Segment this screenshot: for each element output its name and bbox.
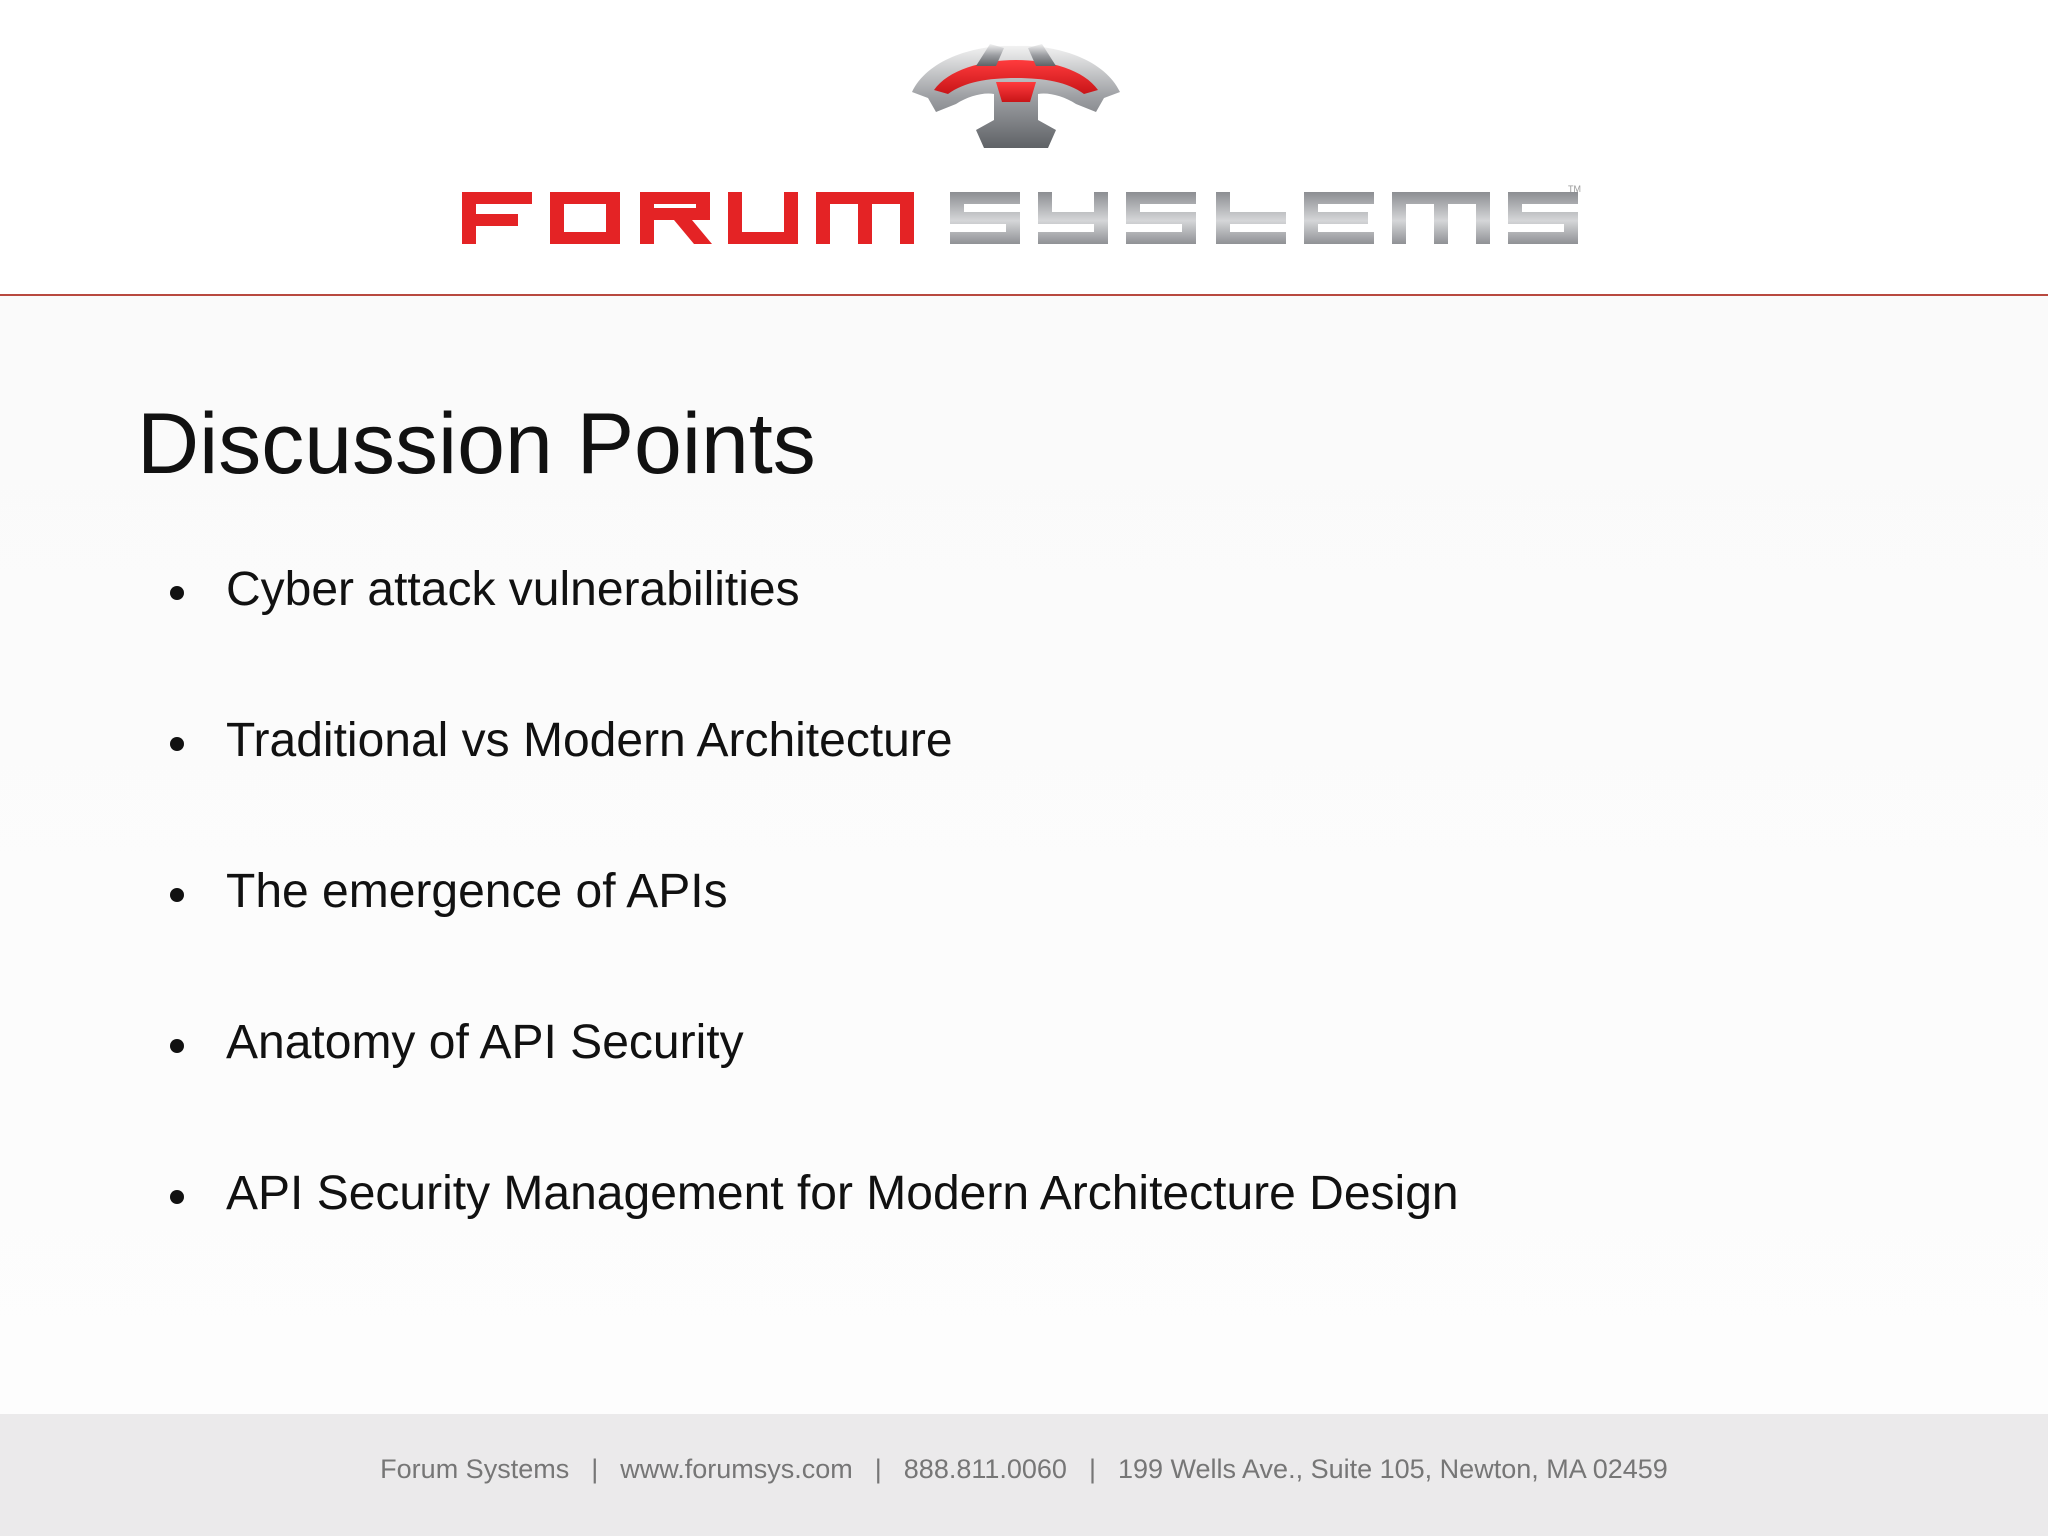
footer-company: Forum Systems bbox=[380, 1454, 570, 1484]
bullet-text: Anatomy of API Security bbox=[226, 1016, 744, 1069]
bullet-dot-icon bbox=[170, 1190, 184, 1204]
bullet-dot-icon bbox=[170, 1039, 184, 1053]
footer-address: 199 Wells Ave., Suite 105, Newton, MA 02459 bbox=[1117, 1454, 1668, 1484]
bullet-dot-icon bbox=[170, 888, 184, 902]
bullet-dot-icon bbox=[170, 586, 184, 600]
forum-systems-wordmark-logo bbox=[462, 182, 1587, 250]
bullet-text: The emergence of APIs bbox=[226, 865, 728, 918]
slide-title: Discussion Points bbox=[137, 396, 816, 492]
bullet-text: API Security Management for Modern Architecture Design bbox=[226, 1167, 1459, 1220]
footer-phone: 888.811.0060 bbox=[903, 1454, 1067, 1484]
bullet-dot-icon bbox=[170, 737, 184, 751]
footer-website-link[interactable]: www.forumsys.com bbox=[620, 1454, 853, 1484]
footer-separator: | bbox=[874, 1454, 882, 1484]
svg-text:TM: TM bbox=[1568, 184, 1581, 194]
footer-separator: | bbox=[591, 1454, 599, 1484]
forum-systems-emblem-logo bbox=[898, 38, 1134, 156]
slide-header bbox=[0, 0, 2048, 294]
footer-contact-line bbox=[0, 1454, 2048, 1485]
bullet-text: Traditional vs Modern Architecture bbox=[226, 714, 953, 767]
slide-footer bbox=[0, 1414, 2048, 1536]
bullet-text: Cyber attack vulnerabilities bbox=[226, 563, 800, 616]
footer-separator: | bbox=[1088, 1454, 1096, 1484]
